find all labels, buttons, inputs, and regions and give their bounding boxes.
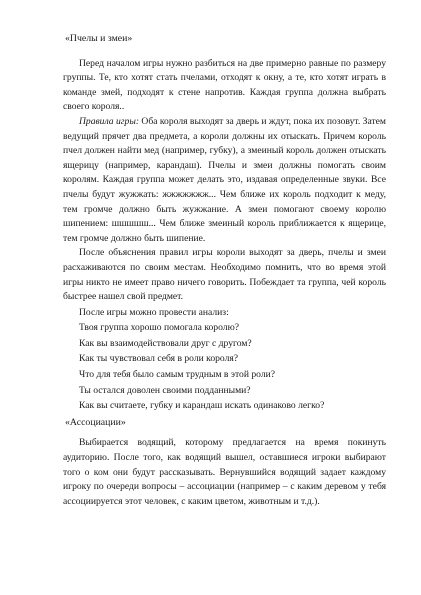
section-title-bees-snakes: «Пчелы и змеи»: [65, 33, 133, 44]
associations-paragraph: Выбирается водящий, которому предлагается на время покинуть аудиторию. После того, как водящий вышел, оставшиеся игроки выбирают того о ком они будут рассказывать. Вернувшийся водящий задает каждому игроку по очереди вопросы – ассоциации (например – с каким деревом у тебя ассоциируется этот человек, с каким цветом, животным и т.д.).: [63, 437, 386, 507]
intro-paragraph: Перед началом игры нужно разбиться на две примерно равные по размеру группы. Те, кто хотят стать пчелами, отходят к окну, а те, кто хотят играть в команде змей, подходят к стене напротив. Каждая группа должна выбрать своего короля..: [63, 57, 386, 113]
rules-label: Правила игры:: [79, 115, 140, 127]
rules-paragraph: [63, 115, 386, 246]
after-explanation-paragraph: После объяснения правил игры короли выходят за дверь, пчелы и змеи расхаживаются по своим местам. Необходимо помнить, что во время этой игры никто не имеет право ничего говорить. Побеждает та группа, чей король быстрее нашел свой предмет.: [63, 247, 386, 303]
rules-text: Оба короля выходят за дверь и ждут, пока их позовут. Затем ведущий прячет два предмета, а короли должны их отыскать. Причем король пчел должен найти мед (например, губку), а змеиный король должен отыскать ящерицу (например, карандаш). Пчелы и змеи должны помогать своим королям. Каждая группа может делать это, издавая определенные звуки. Все пчелы будут жужжать: жжжжжжж... Чем ближе их король подходит к меду, тем громче должно быть жужжание. А змеи помогают своему королю шипением: шшшшш... Чем ближе змеиный король приближается к ящерице, тем громче должно быть шипение.: [63, 115, 386, 244]
question-item: Как вы взаимодействовали друг с другом?: [79, 337, 252, 349]
question-item: Ты остался доволен своими подданными?: [79, 384, 251, 396]
section-title-associations: «Ассоциации»: [65, 416, 126, 428]
question-item: Как вы считаете, губку и карандаш искать одинаково легко?: [79, 400, 325, 412]
question-item: Что для тебя было самым трудным в этой роли?: [79, 369, 276, 381]
question-item: Как ты чувствовал себя в роли короля?: [79, 353, 239, 365]
question-item: Твоя группа хорошо помогала королю?: [79, 322, 239, 334]
analysis-intro: После игры можно провести анализ:: [79, 306, 229, 318]
